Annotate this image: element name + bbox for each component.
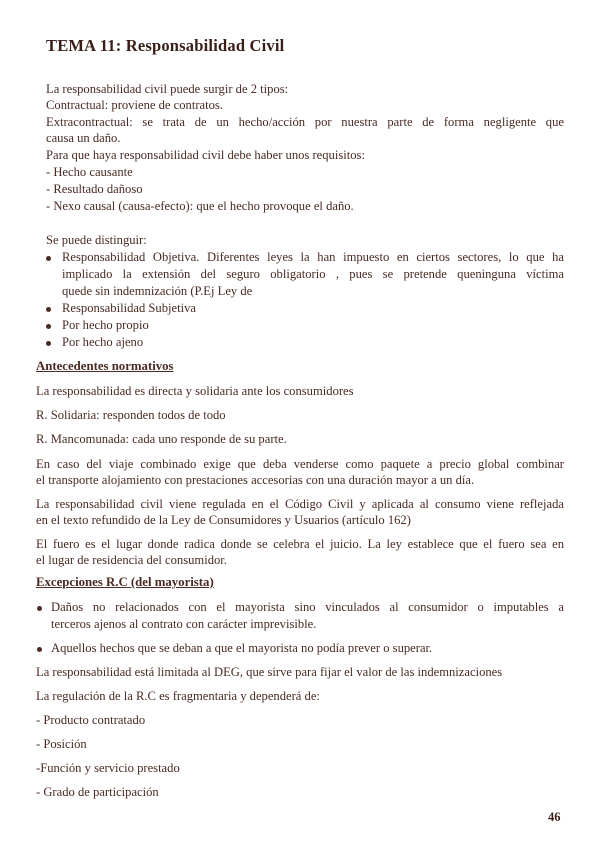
list-item: - Grado de participación <box>36 785 159 799</box>
bullet-icon <box>37 606 42 611</box>
list-item: Responsabilidad Objetiva. Diferentes leyes la han impuesto en ciertos sectores, lo que ha <box>62 250 564 264</box>
section-heading-antecedentes: Antecedentes normativos <box>36 359 174 373</box>
intro-line: La responsabilidad civil puede surgir de 2 tipos: <box>46 82 289 96</box>
paragraph-cont: el lugar de residencia del consumidor. <box>36 553 227 567</box>
page-title: TEMA 11: Responsabilidad Civil <box>46 36 285 55</box>
paragraph: En caso del viaje combinado exige que deba venderse como paquete a precio global combinar <box>36 457 564 471</box>
bullet-icon <box>46 324 51 329</box>
bullet-icon <box>46 307 51 312</box>
paragraph: R. Mancomunada: cada uno responde de su parte. <box>36 432 287 446</box>
list-item-cont: terceros ajenos al contrato con carácter imprevisible. <box>51 617 317 631</box>
list-item: -Función y servicio prestado <box>36 761 180 775</box>
paragraph-cont: en el texto refundido de la Ley de Consumidores y Usuarios (artículo 162) <box>36 513 411 527</box>
list-item-cont: implicado la extensión del seguro obligatorio , pues se pretende queninguna víctima <box>62 267 564 281</box>
section-heading-excepciones: Excepciones R.C (del mayorista) <box>36 575 214 589</box>
bullet-icon <box>46 341 51 346</box>
list-item-cont: quede sin indemnización (P.Ej Ley de <box>62 284 253 298</box>
list-item: - Producto contratado <box>36 713 146 727</box>
list-item: Por hecho propio <box>62 318 149 332</box>
paragraph: La responsabilidad está limitada al DEG, que sirve para fijar el valor de las indemnizaciones <box>36 665 503 679</box>
paragraph: El fuero es el lugar donde radica donde se celebra el juicio. La ley establece que el fuero sea en <box>36 537 564 551</box>
list-item: Aquellos hechos que se deban a que el mayorista no podía prever o superar. <box>51 641 433 655</box>
list-item: Por hecho ajeno <box>62 335 144 349</box>
intro-extracontractual: Extracontractual: se trata de un hecho/acción por nuestra parte de forma negligente que <box>46 115 564 129</box>
page-number: 46 <box>548 810 561 824</box>
paragraph: La responsabilidad es directa y solidaria ante los consumidores <box>36 384 354 398</box>
requisito-item: - Hecho causante <box>46 165 133 179</box>
paragraph-cont: el transporte alojamiento con prestaciones accesorias con una duración mayor a un día. <box>36 473 475 487</box>
paragraph: La responsabilidad civil viene regulada en el Código Civil y aplicada al consumo viene reflejada <box>36 497 564 511</box>
bullet-icon <box>46 256 51 261</box>
list-item: - Posición <box>36 737 87 751</box>
intro-extracontractual-cont: causa un daño. <box>46 131 121 145</box>
paragraph: La regulación de la R.C es fragmentaria y dependerá de: <box>36 689 320 703</box>
distinguish-label: Se puede distinguir: <box>46 233 147 247</box>
paragraph: R. Solidaria: responden todos de todo <box>36 408 226 422</box>
list-item: Daños no relacionados con el mayorista sino vinculados al consumidor o imputables a <box>51 600 564 614</box>
list-item: Responsabilidad Subjetiva <box>62 301 196 315</box>
requisito-item: - Resultado dañoso <box>46 182 143 196</box>
intro-requisitos: Para que haya responsabilidad civil debe haber unos requisitos: <box>46 148 365 162</box>
intro-contractual: Contractual: proviene de contratos. <box>46 98 223 112</box>
bullet-icon <box>37 647 42 652</box>
requisito-item: - Nexo causal (causa-efecto): que el hecho provoque el daño. <box>46 199 354 213</box>
